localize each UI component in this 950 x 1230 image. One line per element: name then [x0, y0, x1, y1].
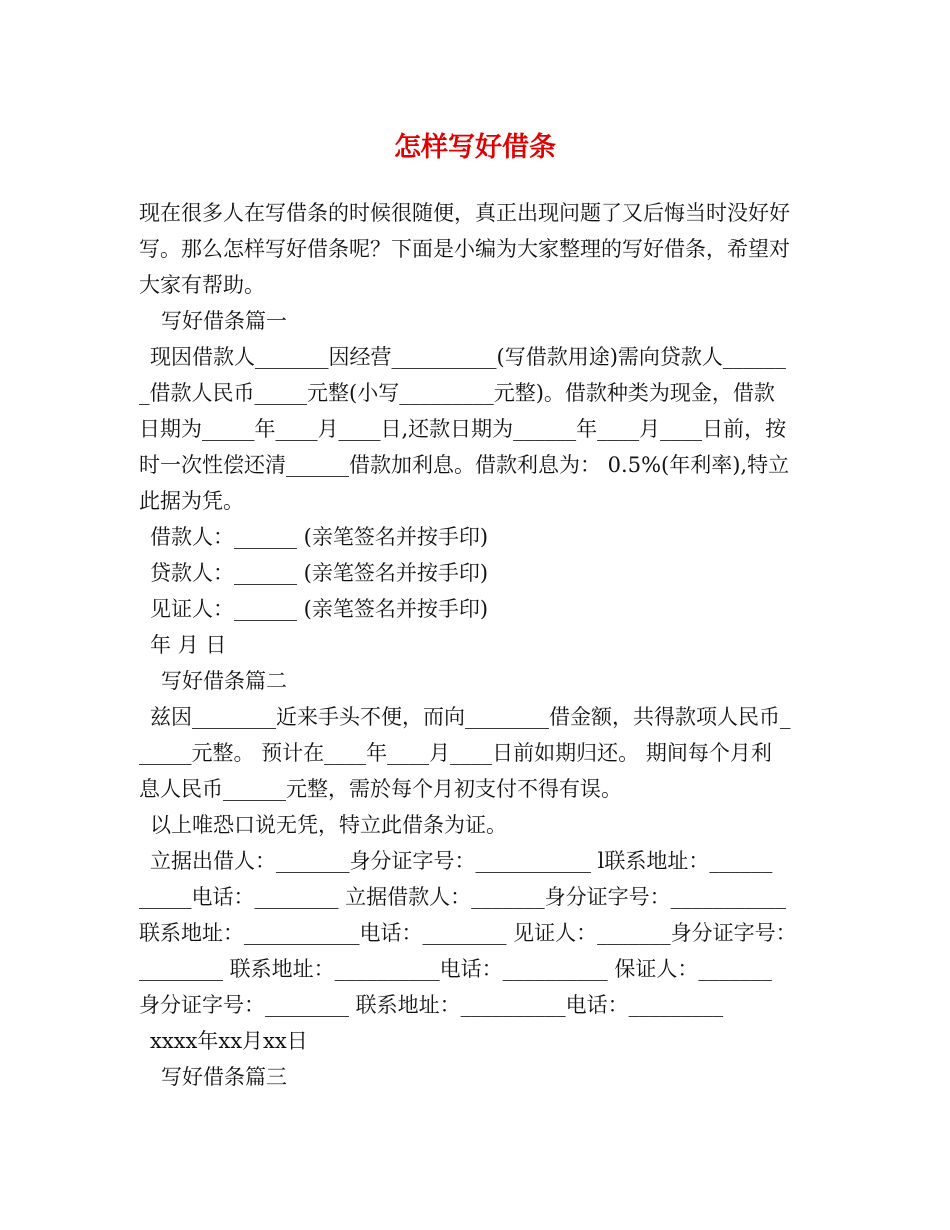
- paragraph-line: 兹因________近来手头不便，而向________借金额，共得款项人民币_: [150, 705, 791, 729]
- parties-line: _____电话：________ 立据借款人：_______身分证字号：___________: [139, 885, 787, 909]
- signature-line-lender: 贷款人：______ (亲笔签名并按手印): [150, 561, 489, 585]
- parties-line: 联系地址：___________电话：________ 见证人：_______身分证字号：: [139, 921, 797, 945]
- document-body: [139, 195, 819, 1095]
- paragraph-line: 日期为_____年____月____日,还款日期为______年____月____日前，按: [139, 417, 787, 441]
- date-line: xxxx年xx月xx日: [150, 1029, 308, 1053]
- paragraph-line: 现因借款人_______因经营__________(写借款用途)需向贷款人______: [150, 345, 786, 369]
- paragraph-line: _____元整。 预计在____年____月____日前如期归还。 期间每个月利: [139, 741, 772, 765]
- signature-line-borrower: 借款人：______ (亲笔签名并按手印): [150, 525, 489, 549]
- paragraph-line: 以上唯恐口说无凭，特立此借条为证。: [150, 813, 507, 837]
- intro-line-2: 写。那么怎样写好借条呢？下面是小编为大家整理的写好借条，希望对: [139, 237, 790, 261]
- parties-line: 身分证字号：________ 联系地址：__________电话：_________: [139, 993, 724, 1017]
- parties-line: 立据出借人：_______身分证字号：___________ l联系地址：______: [150, 849, 773, 873]
- paragraph-line: 息人民币______元整，需於每个月初支付不得有误。: [139, 777, 622, 801]
- intro-line-1: 现在很多人在写借条的时候很随便，真正出现问题了又后悔当时没好好: [139, 201, 790, 225]
- section-heading-3: 写好借条篇三: [161, 1065, 287, 1089]
- document-title: 怎样写好借条: [394, 132, 556, 163]
- paragraph-line: 时一次性偿还清______借款加利息。借款利息为： 0.5%(年利率),特立: [139, 453, 790, 477]
- section-heading-1: 写好借条篇一: [161, 309, 287, 333]
- signature-line-witness: 见证人：______ (亲笔签名并按手印): [150, 597, 489, 621]
- section-heading-2: 写好借条篇二: [161, 669, 287, 693]
- paragraph-line: 此据为凭。: [139, 489, 244, 513]
- paragraph-line: _借款人民币_____元整(小写_________元整)。借款种类为现金，借款: [139, 381, 775, 405]
- date-line: 年 月 日: [150, 633, 227, 657]
- intro-line-3: 大家有帮助。: [139, 273, 265, 297]
- parties-line: ________ 联系地址：__________电话：__________ 保证人：_______: [139, 957, 772, 981]
